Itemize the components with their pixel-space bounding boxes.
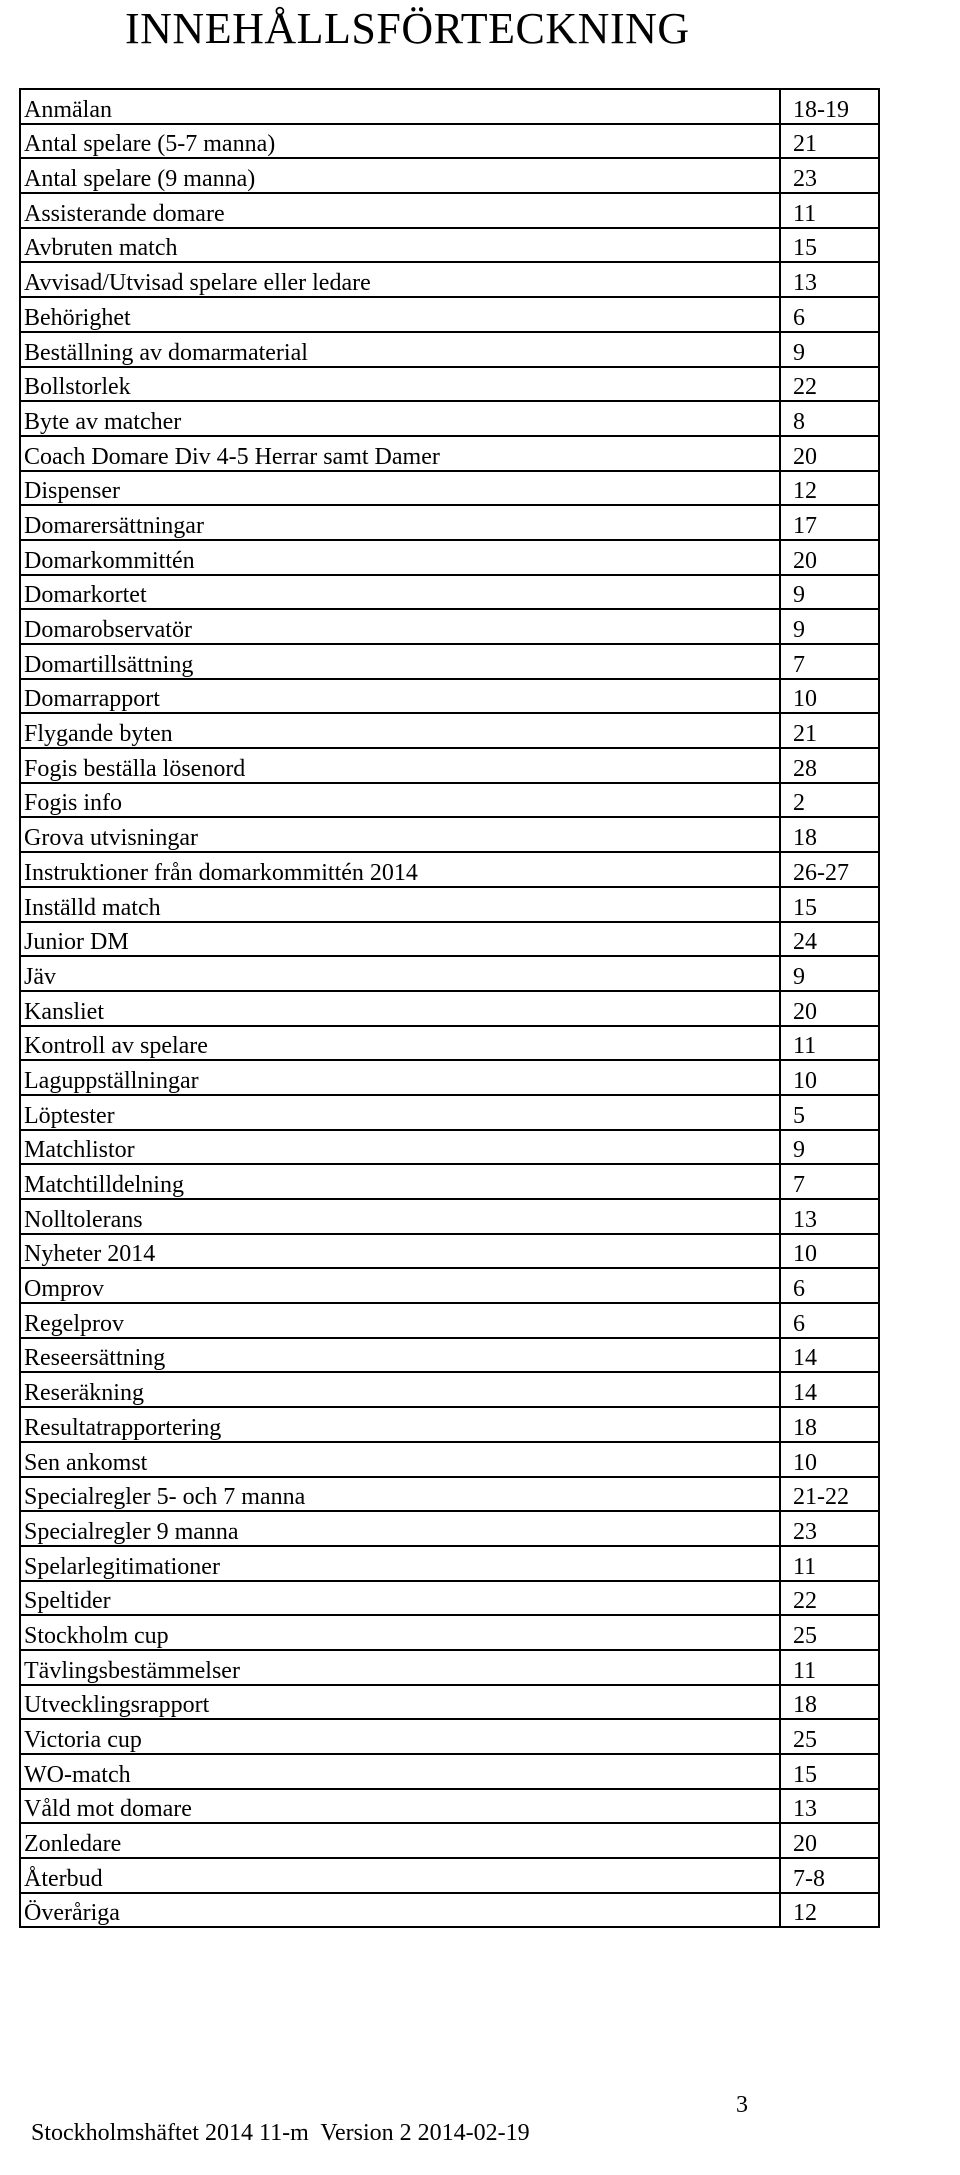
toc-topic: Domarkommittén (20, 540, 780, 575)
table-row (20, 1477, 879, 1512)
toc-page-number: 9 (780, 609, 879, 644)
toc-topic: Nolltolerans (20, 1199, 780, 1234)
table-row (20, 1268, 879, 1303)
toc-topic: Speltider (20, 1581, 780, 1616)
toc-page-number: 9 (780, 332, 879, 367)
toc-topic: Löptester (20, 1095, 780, 1130)
table-row (20, 922, 879, 957)
table-row (20, 852, 879, 887)
toc-page-number: 23 (780, 158, 879, 193)
toc-page-number: 25 (780, 1719, 879, 1754)
table-row (20, 297, 879, 332)
table-row (20, 332, 879, 367)
toc-page-number: 21 (780, 713, 879, 748)
table-row (20, 158, 879, 193)
toc-page-number: 18 (780, 817, 879, 852)
table-row (20, 1546, 879, 1581)
table-row (20, 713, 879, 748)
toc-topic: Reseersättning (20, 1338, 780, 1373)
toc-topic: Återbud (20, 1858, 780, 1893)
toc-topic: Jäv (20, 956, 780, 991)
table-row (20, 887, 879, 922)
toc-page-number: 21-22 (780, 1477, 879, 1512)
table-row (20, 817, 879, 852)
toc-page-number: 23 (780, 1511, 879, 1546)
table-row (20, 991, 879, 1026)
toc-page-number: 13 (780, 1199, 879, 1234)
table-row (20, 436, 879, 471)
toc-page-number: 6 (780, 1303, 879, 1338)
toc-topic: Utvecklingsrapport (20, 1685, 780, 1720)
table-row (20, 1442, 879, 1477)
toc-page-number: 21 (780, 124, 879, 159)
toc-page-number: 24 (780, 922, 879, 957)
toc-topic: Regelprov (20, 1303, 780, 1338)
toc-topic: Kansliet (20, 991, 780, 1026)
toc-topic: Specialregler 9 manna (20, 1511, 780, 1546)
toc-topic: Nyheter 2014 (20, 1234, 780, 1269)
toc-topic: Assisterande domare (20, 193, 780, 228)
toc-page-number: 13 (780, 262, 879, 297)
toc-topic: Instruktioner från domarkommittén 2014 (20, 852, 780, 887)
table-row (20, 1581, 879, 1616)
toc-page-number: 10 (780, 1060, 879, 1095)
table-row (20, 89, 879, 124)
table-row (20, 505, 879, 540)
toc-page-number: 20 (780, 1823, 879, 1858)
page-title: INNEHÅLLSFÖRTECKNING (125, 4, 690, 53)
table-row (20, 575, 879, 610)
table-row (20, 1407, 879, 1442)
toc-page-number: 18 (780, 1685, 879, 1720)
toc-topic: Avvisad/Utvisad spelare eller ledare (20, 262, 780, 297)
toc-topic: Fogis beställa lösenord (20, 748, 780, 783)
table-row (20, 1719, 879, 1754)
table-row (20, 262, 879, 297)
toc-topic: Domartillsättning (20, 644, 780, 679)
table-row (20, 471, 879, 506)
toc-topic: Våld mot domare (20, 1789, 780, 1824)
toc-topic: Kontroll av spelare (20, 1026, 780, 1061)
toc-topic: Omprov (20, 1268, 780, 1303)
toc-page-number: 6 (780, 297, 879, 332)
table-row (20, 193, 879, 228)
table-row (20, 401, 879, 436)
footer-page-number: 3 (736, 2092, 748, 2118)
table-row (20, 1511, 879, 1546)
table-row (20, 540, 879, 575)
toc-page-number: 12 (780, 1893, 879, 1928)
toc-topic: Coach Domare Div 4-5 Herrar samt Damer (20, 436, 780, 471)
toc-topic: Antal spelare (9 manna) (20, 158, 780, 193)
table-row (20, 124, 879, 159)
toc-page-number: 20 (780, 436, 879, 471)
table-row (20, 1303, 879, 1338)
toc-page-number: 7 (780, 644, 879, 679)
toc-page-number: 11 (780, 193, 879, 228)
table-row (20, 228, 879, 263)
toc-page-number: 10 (780, 1234, 879, 1269)
toc-page-number: 22 (780, 1581, 879, 1616)
toc-topic: Tävlingsbestämmelser (20, 1650, 780, 1685)
toc-topic: Matchlistor (20, 1130, 780, 1165)
toc-page-number: 5 (780, 1095, 879, 1130)
toc-page-number: 2 (780, 783, 879, 818)
toc-page-number: 9 (780, 575, 879, 610)
table-row (20, 367, 879, 402)
table-row (20, 1164, 879, 1199)
table-row (20, 783, 879, 818)
toc-topic: Fogis info (20, 783, 780, 818)
table-row (20, 609, 879, 644)
toc-page-number: 9 (780, 956, 879, 991)
toc-page-number: 22 (780, 367, 879, 402)
toc-page-number: 7 (780, 1164, 879, 1199)
table-row (20, 644, 879, 679)
toc-topic: Domarobservatör (20, 609, 780, 644)
table-row (20, 1234, 879, 1269)
footer-text: Stockholmshäftet 2014 11-m Version 2 2014-02-19 (31, 2120, 530, 2146)
toc-page-number: 11 (780, 1650, 879, 1685)
toc-topic: Grova utvisningar (20, 817, 780, 852)
table-row (20, 1754, 879, 1789)
toc-topic: Specialregler 5- och 7 manna (20, 1477, 780, 1512)
toc-topic: Matchtilldelning (20, 1164, 780, 1199)
table-row (20, 1685, 879, 1720)
toc-page-number: 15 (780, 1754, 879, 1789)
toc-topic: Behörighet (20, 297, 780, 332)
table-row (20, 1130, 879, 1165)
toc-page-number: 11 (780, 1546, 879, 1581)
toc-topic: Junior DM (20, 922, 780, 957)
toc-page-number: 11 (780, 1026, 879, 1061)
toc-topic: Zonledare (20, 1823, 780, 1858)
toc-page-number: 8 (780, 401, 879, 436)
toc-topic: Avbruten match (20, 228, 780, 263)
toc-body (20, 89, 879, 1927)
toc-page-number: 6 (780, 1268, 879, 1303)
toc-topic: Anmälan (20, 89, 780, 124)
toc-page-number: 25 (780, 1615, 879, 1650)
toc-page-number: 14 (780, 1338, 879, 1373)
table-row (20, 1060, 879, 1095)
toc-topic: Flygande byten (20, 713, 780, 748)
toc-page-number: 18 (780, 1407, 879, 1442)
table-row (20, 748, 879, 783)
table-row (20, 1095, 879, 1130)
table-row (20, 956, 879, 991)
toc-page-number: 13 (780, 1789, 879, 1824)
table-row (20, 1893, 879, 1928)
toc-page-number: 28 (780, 748, 879, 783)
toc-page-number: 10 (780, 1442, 879, 1477)
toc-topic: Byte av matcher (20, 401, 780, 436)
toc-topic: Spelarlegitimationer (20, 1546, 780, 1581)
table-row (20, 1823, 879, 1858)
toc-page-number: 14 (780, 1372, 879, 1407)
table-row (20, 1789, 879, 1824)
toc-topic: Reseräkning (20, 1372, 780, 1407)
toc-page-number: 7-8 (780, 1858, 879, 1893)
toc-topic: Överåriga (20, 1893, 780, 1928)
toc-page-number: 17 (780, 505, 879, 540)
toc-page-number: 12 (780, 471, 879, 506)
table-of-contents (19, 88, 880, 1928)
toc-topic: Inställd match (20, 887, 780, 922)
table-row (20, 1650, 879, 1685)
toc-topic: Domarrapport (20, 679, 780, 714)
table-row (20, 1372, 879, 1407)
table-row (20, 1615, 879, 1650)
toc-topic: Domarkortet (20, 575, 780, 610)
toc-topic: Dispenser (20, 471, 780, 506)
table-row (20, 679, 879, 714)
toc-topic: Bollstorlek (20, 367, 780, 402)
toc-topic: Beställning av domarmaterial (20, 332, 780, 367)
toc-topic: WO-match (20, 1754, 780, 1789)
toc-page-number: 10 (780, 679, 879, 714)
toc-topic: Stockholm cup (20, 1615, 780, 1650)
toc-page-number: 15 (780, 228, 879, 263)
toc-topic: Victoria cup (20, 1719, 780, 1754)
toc-page-number: 18-19 (780, 89, 879, 124)
toc-topic: Sen ankomst (20, 1442, 780, 1477)
toc-page-number: 20 (780, 540, 879, 575)
page-footer (19, 2091, 748, 2175)
toc-topic: Laguppställningar (20, 1060, 780, 1095)
table-row (20, 1199, 879, 1234)
toc-page-number: 9 (780, 1130, 879, 1165)
table-row (20, 1026, 879, 1061)
table-row (20, 1858, 879, 1893)
toc-topic: Antal spelare (5-7 manna) (20, 124, 780, 159)
toc-page-number: 20 (780, 991, 879, 1026)
toc-page-number: 15 (780, 887, 879, 922)
toc-topic: Domarersättningar (20, 505, 780, 540)
table-row (20, 1338, 879, 1373)
toc-topic: Resultatrapportering (20, 1407, 780, 1442)
toc-page-number: 26-27 (780, 852, 879, 887)
